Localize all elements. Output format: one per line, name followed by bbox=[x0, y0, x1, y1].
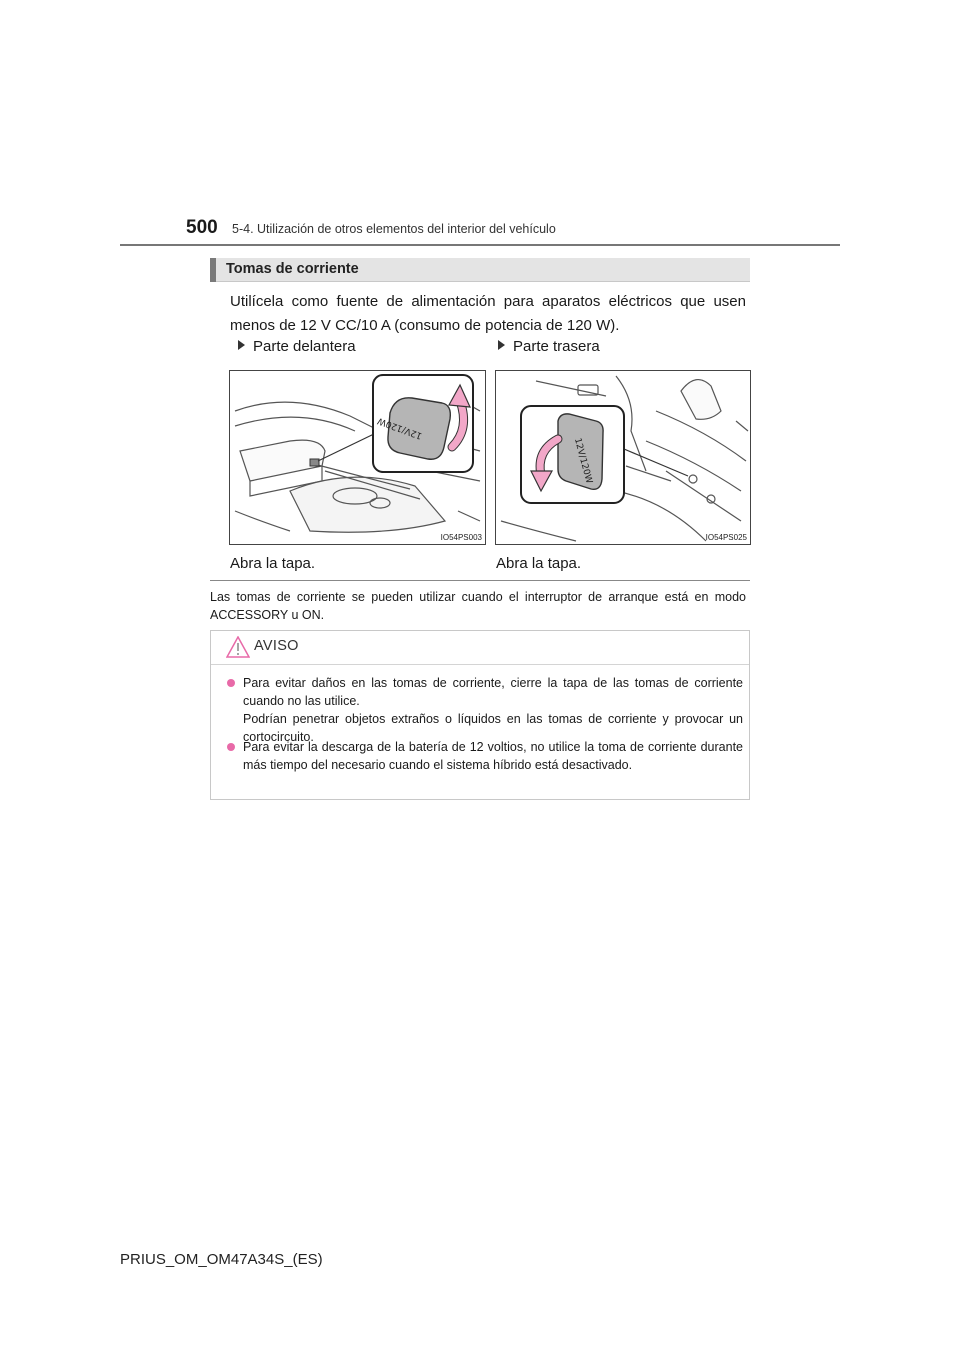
section-heading-bar bbox=[210, 258, 750, 282]
front-figure-code: IO54PS003 bbox=[440, 533, 482, 542]
header-divider bbox=[120, 244, 840, 246]
warning-item-text: Podrían penetrar objetos extraños o líquidos en las tomas de corriente y provocar un cortocircuito. bbox=[243, 712, 743, 744]
warning-item bbox=[227, 738, 743, 774]
cap-marking: 12V/120W bbox=[376, 415, 424, 441]
triangle-bullet-icon bbox=[238, 340, 245, 350]
note-divider bbox=[210, 580, 750, 581]
section-marker bbox=[210, 258, 216, 282]
bullet-dot-icon bbox=[227, 743, 235, 751]
warning-item-text: Para evitar la descarga de la batería de 12 voltios, no utilice la toma de corriente durante más tiempo del necesario cuando el sistema híbrido está desactivado. bbox=[243, 740, 743, 772]
usage-note: Las tomas de corriente se pueden utilizar cuando el interruptor de arranque está en modo ACCESSORY u ON. bbox=[210, 590, 746, 622]
cap-marking: 12V/120W bbox=[571, 437, 594, 485]
page-number: 500 bbox=[186, 217, 218, 238]
warning-item-text: Para evitar daños en las tomas de corriente, cierre la tapa de las tomas de corriente cuando no las utilice. bbox=[243, 676, 743, 708]
rear-outlet-illustration bbox=[495, 370, 751, 545]
warning-title: AVISO bbox=[254, 638, 299, 654]
front-label-text: Parte delantera bbox=[253, 338, 356, 355]
rear-figure-code: IO54PS025 bbox=[705, 533, 747, 542]
warning-item bbox=[227, 674, 743, 746]
warning-box bbox=[210, 630, 750, 800]
front-label bbox=[238, 338, 356, 355]
rear-label-text: Parte trasera bbox=[513, 338, 600, 355]
breadcrumb: 5-4. Utilización de otros elementos del interior del vehículo bbox=[232, 222, 556, 236]
rear-console-drawing bbox=[496, 371, 750, 544]
rear-caption: Abra la tapa. bbox=[496, 555, 582, 572]
front-outlet-illustration bbox=[229, 370, 486, 545]
document-footer: PRIUS_OM_OM47A34S_(ES) bbox=[120, 1251, 323, 1268]
warning-triangle-icon bbox=[226, 636, 250, 658]
front-console-drawing bbox=[230, 371, 485, 544]
front-caption: Abra la tapa. bbox=[230, 555, 316, 572]
intro-paragraph: Utilícela como fuente de alimentación para aparatos eléctricos que usen menos de 12 V CC/10 A (consumo de potencia de 120 W). bbox=[230, 293, 746, 334]
warning-header bbox=[211, 631, 749, 665]
bullet-dot-icon bbox=[227, 679, 235, 687]
section-title: Tomas de corriente bbox=[226, 261, 359, 277]
rear-label bbox=[498, 338, 600, 355]
triangle-bullet-icon bbox=[498, 340, 505, 350]
